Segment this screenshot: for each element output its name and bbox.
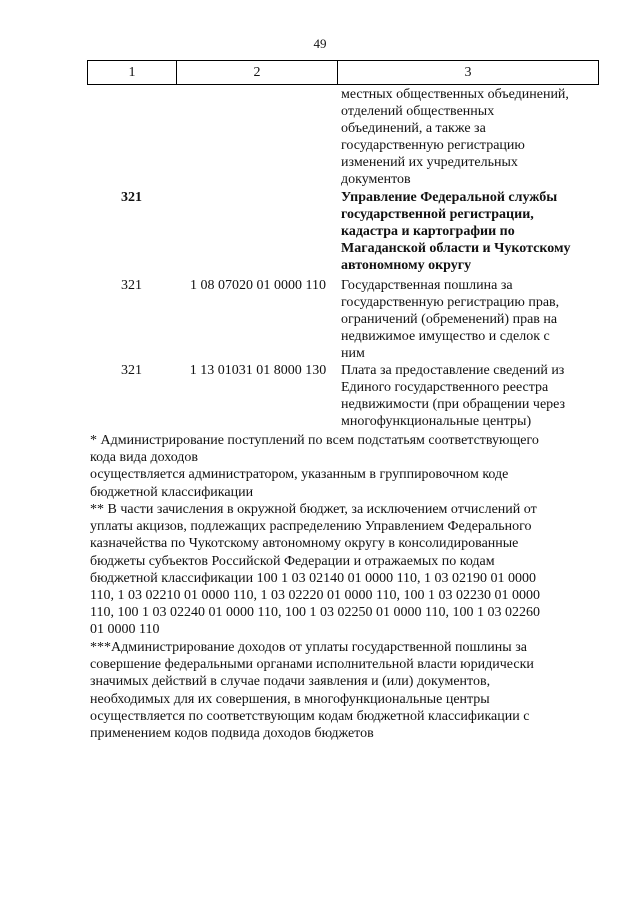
footnote-1: * Администрирование поступлений по всем подстатьям соответствующего кода вида доходов осуществляется администратором, указанным в группировочном коде бюджетной классификации [90,433,539,500]
footnote-3: ***Администрирование доходов от уплаты государственной пошлины за совершение федеральными органами исполнительной власти юридически значимых действий в случае подачи заявления и (или) документов, необходимых для их совершения, в многофункциональные центры осуществляется по соответствующим кодам бюджетной классификации с применением кодов подвида доходов бюджетов [90,640,534,742]
table-row-1-code: 321 [121,190,142,205]
column-header-3: 3 [464,64,472,80]
table-row-3-name: Плата за предоставление сведений из Единого государственного реестра недвижимости (при обращении через многофункциональные центры) [341,363,566,429]
column-header-1: 1 [88,61,177,84]
table-header-row [87,60,599,85]
table-row-2-name: Государственная пошлина за государственную регистрацию прав, ограничений (обременений) прав на недвижимое имущество и сделок с ним [341,278,560,361]
table-row-3-kbk: 1 13 01031 01 8000 130 [189,363,327,378]
page-number: 49 [313,36,327,51]
table-row-1-name: Управление Федеральной службы государственной регистрации, кадастра и картографии по Магаданской области и Чукотскому автономному округу [341,190,571,273]
table-row-3-code: 321 [121,363,142,378]
footnote-2: ** В части зачисления в окружной бюджет, за исключением отчислений от уплаты акцизов, подлежащих распределению Управлением Федерального казначейства по Чукотскому автономному округу в консолидированные бюджеты субъектов Российской Федерации и отражаемых по кодам бюджетной классификации 100 1 03 02140 01 0000 110, 1 03 02190 01 0000 110, 1 03 02210 01 0000 110, 1 03 02220 01 0000 110, 100 1 03 02230 01 0000 110, 100 1 03 02240 01 0000 110, 100 1 03 02250 01 0000 110, 100 1 03 02260 01 0000 110 [90,502,540,638]
table-row-2-code: 321 [121,278,142,293]
table-row-2-kbk: 1 08 07020 01 0000 110 [190,278,326,293]
column-header-2: 2 [177,61,338,84]
continued-description: местных общественных объединений, отделений общественных объединений, а также за государственную регистрацию изменений их учредительных документов [341,87,569,187]
